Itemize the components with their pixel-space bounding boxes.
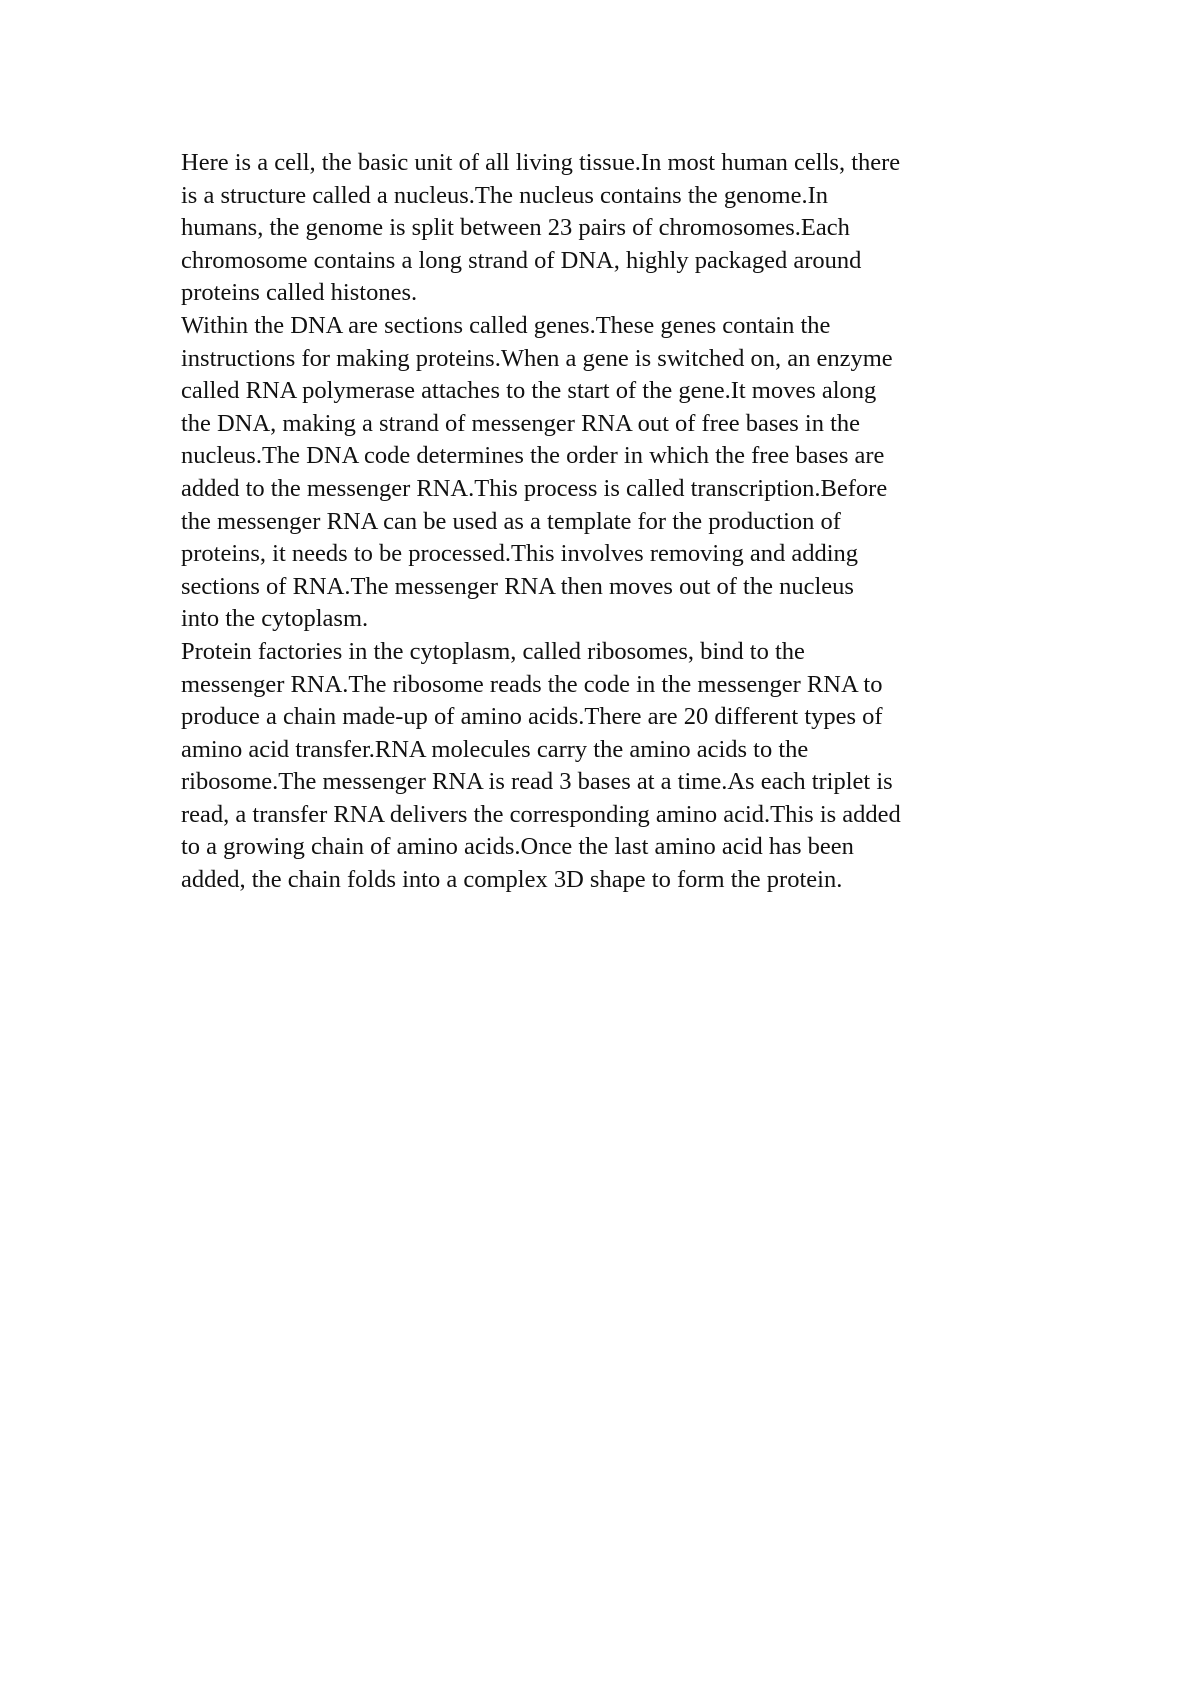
text-line: amino acid transfer.RNA molecules carry the amino acids to the <box>181 735 809 763</box>
text-line: produce a chain made-up of amino acids.There are 20 different types of <box>181 703 883 731</box>
text-line: into the cytoplasm. <box>181 605 369 633</box>
text-line: called RNA polymerase attaches to the start of the gene.It moves along <box>181 377 877 405</box>
text-line: proteins, it needs to be processed.This involves removing and adding <box>181 540 859 568</box>
text-line: humans, the genome is split between 23 pairs of chromosomes.Each <box>181 214 850 242</box>
text-line: added to the messenger RNA.This process is called transcription.Before <box>181 474 888 502</box>
text-line: messenger RNA.The ribosome reads the code in the messenger RNA to <box>181 670 883 698</box>
text-line: read, a transfer RNA delivers the corresponding amino acid.This is added <box>181 800 901 828</box>
text-line: is a structure called a nucleus.The nucleus contains the genome.In <box>181 181 828 209</box>
text-line: ribosome.The messenger RNA is read 3 bases at a time.As each triplet is <box>181 768 893 796</box>
text-line: the messenger RNA can be used as a template for the production of <box>181 507 841 535</box>
text-line: nucleus.The DNA code determines the order in which the free bases are <box>181 442 885 470</box>
text-line: to a growing chain of amino acids.Once the last amino acid has been <box>181 833 854 861</box>
body-text <box>181 147 1031 897</box>
text-line: instructions for making proteins.When a gene is switched on, an enzyme <box>181 344 893 372</box>
text-line: Within the DNA are sections called genes.These genes contain the <box>181 311 831 339</box>
text-line: chromosome contains a long strand of DNA, highly packaged around <box>181 246 862 274</box>
text-line: the DNA, making a strand of messenger RNA out of free bases in the <box>181 409 861 437</box>
text-line: proteins called histones. <box>181 279 418 307</box>
text-line: sections of RNA.The messenger RNA then moves out of the nucleus <box>181 572 854 600</box>
text-line: Protein factories in the cytoplasm, called ribosomes, bind to the <box>181 637 805 665</box>
text-line: added, the chain folds into a complex 3D shape to form the protein. <box>181 866 843 894</box>
text-line: Here is a cell, the basic unit of all living tissue.In most human cells, there <box>181 149 901 176</box>
